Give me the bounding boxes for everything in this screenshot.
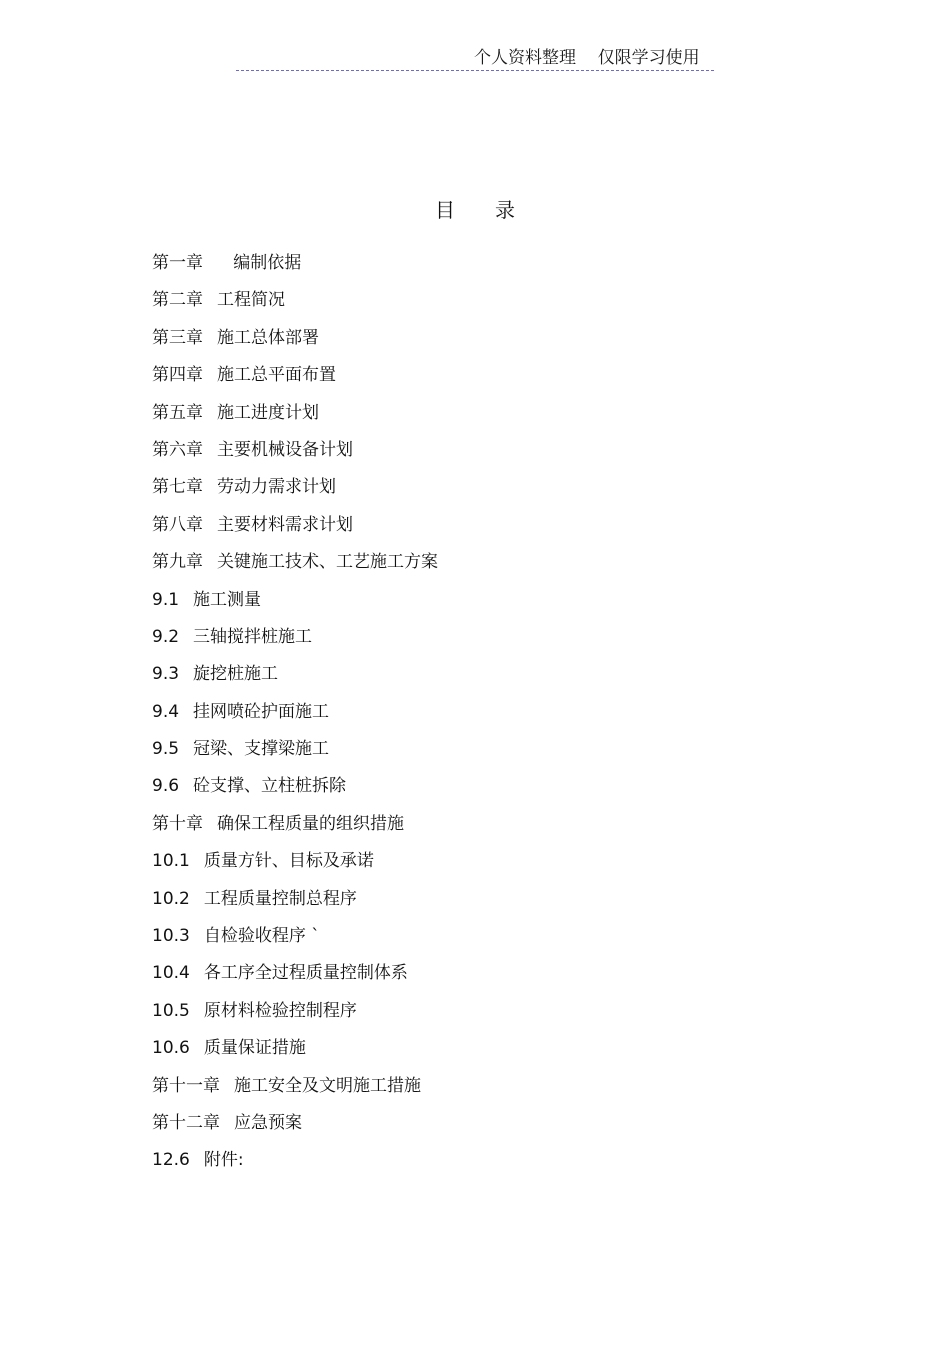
toc-item-title: 施工安全及文明施工措施	[234, 1075, 421, 1096]
toc-list	[152, 250, 438, 1185]
toc-item-title: 关键施工技术、工艺施工方案	[217, 552, 438, 573]
toc-item-number: 第十一章	[152, 1075, 220, 1096]
toc-item-title: 各工序全过程质量控制体系	[203, 963, 408, 984]
toc-item	[152, 1110, 438, 1147]
toc-item-title: 挂网喷砼护面施工	[193, 701, 330, 722]
toc-item	[152, 886, 438, 923]
toc-title: 目录	[435, 198, 555, 222]
toc-item	[152, 325, 438, 362]
toc-item-number: 9.5	[152, 739, 180, 760]
toc-item	[152, 1073, 438, 1110]
toc-item-title: 工程质量控制总程序	[203, 888, 357, 909]
toc-item-title: 工程简况	[217, 290, 285, 311]
toc-item-number: 第四章	[152, 365, 203, 386]
toc-item-number: 第二章	[152, 290, 203, 311]
toc-item-title: 确保工程质量的组织措施	[217, 813, 404, 834]
toc-item	[152, 250, 438, 287]
toc-item-title: 施工测量	[193, 589, 262, 610]
toc-item	[152, 624, 438, 661]
toc-item	[152, 661, 438, 698]
toc-item-number: 第三章	[152, 327, 203, 348]
toc-item-title: 附件:	[203, 1150, 244, 1171]
toc-item-title: 应急预案	[234, 1112, 302, 1133]
toc-item-title: 原材料检验控制程序	[203, 1000, 357, 1021]
toc-item-title: 砼支撑、立柱桩拆除	[193, 776, 347, 797]
toc-item-number: 12.6	[152, 1150, 190, 1171]
toc-item	[152, 400, 438, 437]
toc-item	[152, 437, 438, 474]
toc-item-number: 第九章	[152, 552, 203, 573]
toc-item-number: 第八章	[152, 514, 203, 535]
toc-item-number: 10.2	[152, 888, 190, 909]
toc-item	[152, 549, 438, 586]
toc-item-number: 9.2	[152, 626, 180, 647]
toc-item-number: 第六章	[152, 439, 203, 460]
page-header-text: 个人资料整理 仅限学习使用	[474, 48, 700, 68]
toc-item-title: 自检验收程序 `	[203, 926, 320, 947]
toc-item-number: 9.3	[152, 664, 180, 685]
toc-item	[152, 811, 438, 848]
toc-item-number: 第十二章	[152, 1112, 220, 1133]
toc-item-number: 第七章	[152, 477, 203, 498]
toc-item	[152, 512, 438, 549]
toc-item-title: 主要机械设备计划	[217, 439, 353, 460]
toc-item-title: 质量方针、目标及承诺	[203, 851, 374, 872]
toc-item-title: 冠梁、支撑梁施工	[193, 739, 330, 760]
toc-item-number: 9.1	[152, 589, 180, 610]
toc-item-title: 三轴搅拌桩施工	[193, 626, 313, 647]
toc-item	[152, 474, 438, 511]
toc-item-title: 施工总平面布置	[217, 365, 336, 386]
toc-item	[152, 699, 438, 736]
toc-item-title: 编制依据	[217, 253, 302, 273]
toc-item-title: 质量保证措施	[203, 1038, 306, 1059]
toc-item	[152, 287, 438, 324]
toc-item-number: 10.1	[152, 851, 190, 872]
toc-item-number: 10.6	[152, 1038, 190, 1059]
toc-item	[152, 362, 438, 399]
header-dashed-rule	[236, 70, 714, 71]
toc-item	[152, 998, 438, 1035]
toc-item-number: 第十章	[152, 813, 203, 834]
toc-item-number: 第五章	[152, 402, 203, 423]
toc-item	[152, 960, 438, 997]
toc-item	[152, 587, 438, 624]
toc-item-title: 旋挖桩施工	[193, 664, 279, 685]
toc-item-number: 9.4	[152, 701, 180, 722]
toc-item	[152, 773, 438, 810]
toc-item	[152, 1147, 438, 1184]
toc-item-title: 主要材料需求计划	[217, 514, 353, 535]
toc-item-title: 施工总体部署	[217, 327, 319, 348]
toc-item-number: 10.4	[152, 963, 190, 984]
toc-item	[152, 923, 438, 960]
toc-item-title: 施工进度计划	[217, 402, 319, 423]
toc-item-number: 9.6	[152, 776, 180, 797]
toc-item-number: 10.5	[152, 1000, 190, 1021]
toc-item-title: 劳动力需求计划	[217, 477, 336, 498]
toc-item	[152, 848, 438, 885]
toc-item	[152, 1035, 438, 1072]
toc-item-number: 第一章	[152, 253, 203, 273]
toc-item-number: 10.3	[152, 926, 190, 947]
toc-item	[152, 736, 438, 773]
